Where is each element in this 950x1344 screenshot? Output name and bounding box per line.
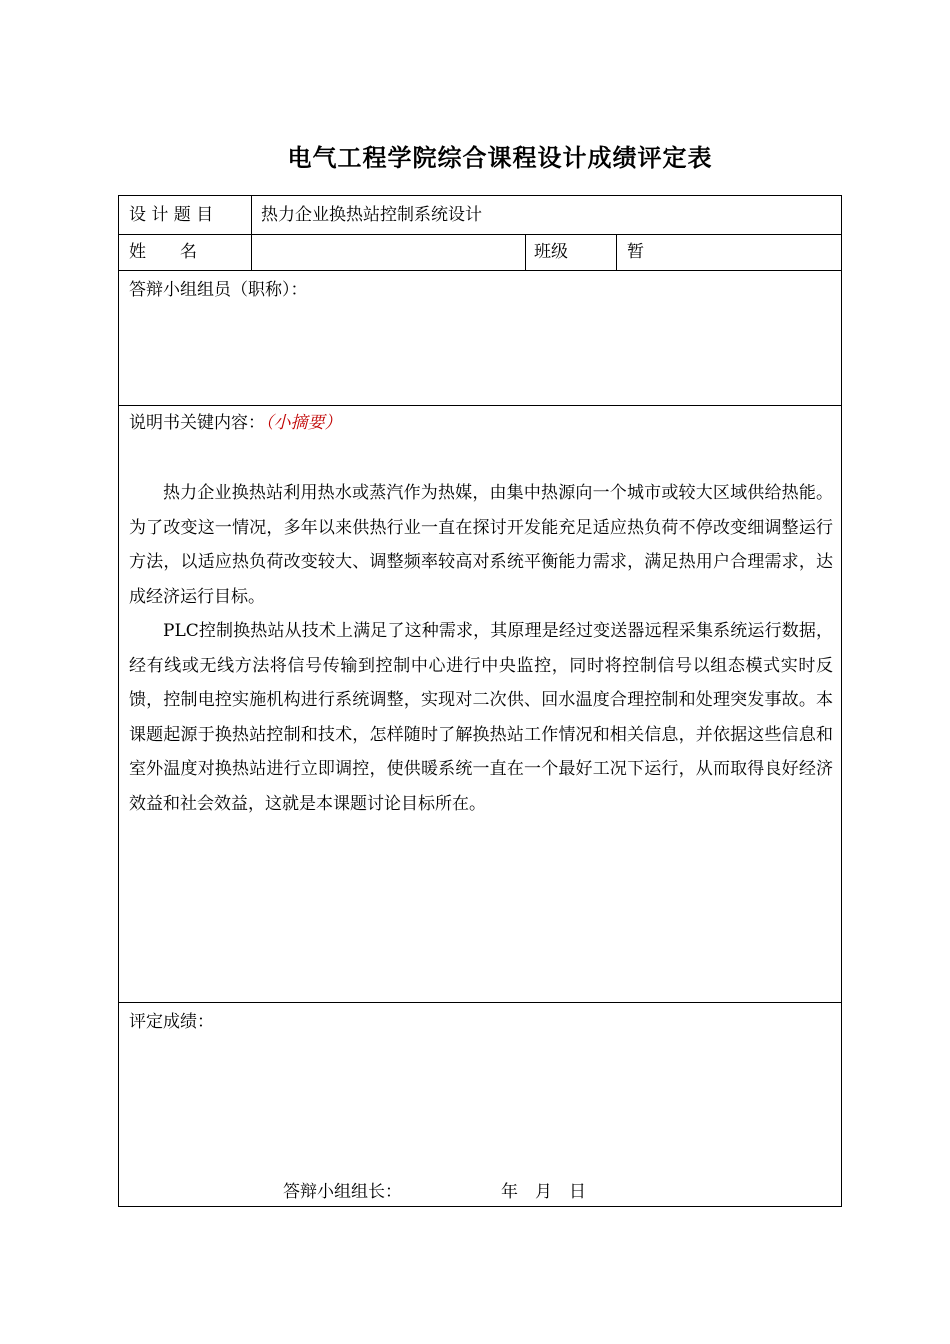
- grade-label: 评定成绩：: [129, 1012, 214, 1032]
- abstract-paragraph: 热力企业换热站利用热水或蒸汽作为热媒，由集中热源向一个城市或较大区域供给热能。为了改变这一情况，多年以来供热行业一直在探讨开发能充足适应热负荷不停改变细调整运行方法，以适应热负荷改变较大、调整频率较高对系统平衡能力需求，满足热用户合理需求，达成经济运行目标。: [129, 483, 833, 607]
- row-divider: [119, 234, 841, 235]
- page-title: 电气工程学院综合课程设计成绩评定表: [287, 143, 713, 172]
- class-value: 暂: [627, 242, 644, 262]
- row-divider: [119, 1002, 841, 1003]
- abstract-paragraph: PLC控制换热站从技术上满足了这种需求，其原理是经过变送器远程采集系统运行数据，经有线或无线方法将信号传输到控制中心进行中央监控，同时将控制信号以组态模式实时反馈，控制电控实施机构进行系统调整，实现对二次供、回水温度合理控制和处理突发事故。本课题起源于换热站控制和技术，怎样随时了解换热站工作情况和相关信息，并依据这些信息和室外温度对换热站进行立即调控，使供暖系统一直在一个最好工况下运行，从而取得良好经济效益和社会效益，这就是本课题讨论目标所在。: [129, 621, 833, 814]
- topic-value: 热力企业换热站控制系统设计: [261, 205, 482, 225]
- topic-label: 设 计 题 目: [129, 205, 214, 225]
- column-divider: [616, 234, 617, 270]
- abstract-body: [129, 476, 833, 821]
- name-label: 姓 名: [129, 242, 197, 262]
- column-divider: [251, 196, 252, 270]
- panel-members-label: 答辩小组组员（职称）：: [129, 280, 308, 300]
- summary-label-text: 说明书关键内容：: [129, 413, 265, 433]
- row-divider: [119, 270, 841, 271]
- grade-form-table: [118, 195, 842, 1207]
- column-divider: [525, 234, 526, 270]
- row-divider: [119, 405, 841, 406]
- summary-label: [129, 413, 342, 433]
- summary-hint: （小摘要）: [265, 413, 342, 433]
- panel-leader-label: 答辩小组组长：: [283, 1182, 402, 1202]
- class-label: 班级: [534, 242, 568, 262]
- date-label: 年 月 日: [501, 1182, 586, 1202]
